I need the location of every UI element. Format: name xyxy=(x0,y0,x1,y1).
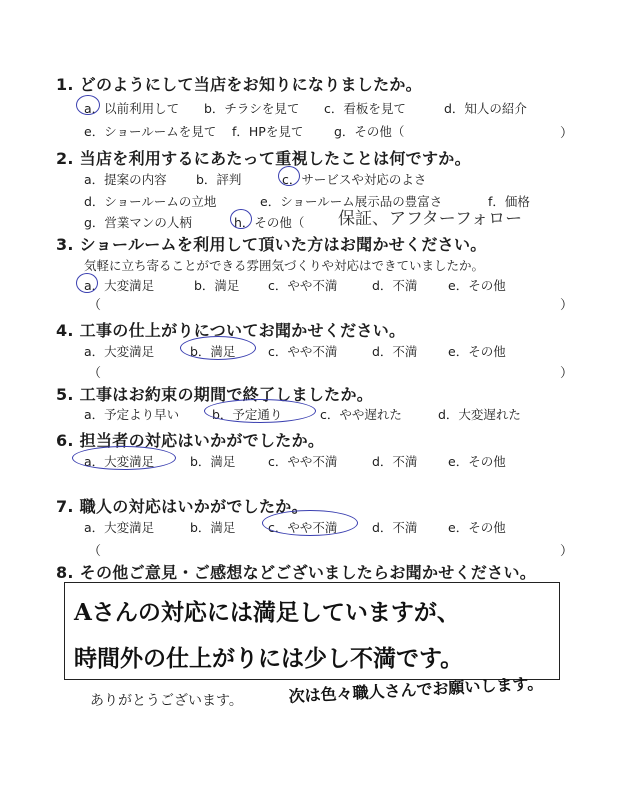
q2-other-handwriting: 保証、アフターフォロー xyxy=(338,209,523,229)
q2-option-b[interactable]: b．評判 xyxy=(196,172,242,187)
q7-paren-close: ） xyxy=(560,544,574,559)
q4-paren-open: （ xyxy=(88,366,102,381)
q1-option-a[interactable]: a．以前利用して xyxy=(84,101,180,116)
q5-option-c[interactable]: c．やや遅れた xyxy=(320,407,402,422)
question-4: 4. 工事の仕上がりについてお聞かせください。 xyxy=(56,321,406,340)
question-6: 6. 担当者の対応はいかがでしたか。 xyxy=(56,431,325,450)
q3-option-d[interactable]: d．不満 xyxy=(372,278,418,293)
q4-option-a[interactable]: a．大変満足 xyxy=(84,344,155,359)
q6-option-c[interactable]: c．やや不満 xyxy=(268,454,338,469)
q1-paren-close: ） xyxy=(560,126,574,141)
q4-option-d[interactable]: d．不満 xyxy=(372,344,418,359)
question-3: 3. ショールームを利用して頂いた方はお聞かせください。 xyxy=(56,235,487,254)
q2-option-d[interactable]: d．ショールームの立地 xyxy=(84,194,217,209)
thanks-text: ありがとうございます。 xyxy=(90,693,243,709)
q2-option-e[interactable]: e．ショールーム展示品の豊富さ xyxy=(260,194,443,209)
q3-option-b[interactable]: b．満足 xyxy=(194,278,240,293)
q4-option-e[interactable]: e．その他 xyxy=(448,344,506,359)
question-7: 7. 職人の対応はいかがでしたか。 xyxy=(56,497,308,516)
q3-option-e[interactable]: e．その他 xyxy=(448,278,506,293)
q3-answer-circle xyxy=(76,273,98,293)
question-5: 5. 工事はお約束の期間で終了しましたか。 xyxy=(56,385,374,404)
q3-subtext: 気軽に立ち寄ることができる雰囲気づくりや対応はできていましたか。 xyxy=(84,258,485,273)
q5-option-a[interactable]: a．予定より早い xyxy=(84,407,180,422)
q2-option-a[interactable]: a．提案の内容 xyxy=(84,172,167,187)
question-2: 2. 当店を利用するにあたって重視したことは何ですか。 xyxy=(56,149,471,168)
thanks-handwriting: 次は色々職人さんでお願いします。 xyxy=(288,673,544,706)
q7-option-d[interactable]: d．不満 xyxy=(372,520,418,535)
q3-option-c[interactable]: c．やや不満 xyxy=(268,278,338,293)
q1-option-b[interactable]: b．チラシを見て xyxy=(204,101,300,116)
q1-option-e[interactable]: e．ショールームを見て xyxy=(84,124,217,139)
q6-answer-circle xyxy=(72,446,176,470)
q7-option-b[interactable]: b．満足 xyxy=(190,520,236,535)
q8-answer-line1: Aさんの対応には満足していますが、 xyxy=(74,599,460,626)
q4-option-b[interactable]: b．満足 xyxy=(190,344,236,359)
q2-option-c[interactable]: c．サービスや対応のよさ xyxy=(282,172,427,187)
q6-option-a[interactable]: a．大変満足 xyxy=(84,454,155,469)
q2-answer-circle-c xyxy=(278,166,300,186)
q7-option-c[interactable]: c．やや不満 xyxy=(268,520,338,535)
q2-option-f[interactable]: f．価格 xyxy=(488,194,530,209)
q7-answer-circle xyxy=(262,510,358,536)
q3-paren-close: ） xyxy=(560,298,574,313)
q2-answer-circle-h xyxy=(230,209,252,229)
q4-option-c[interactable]: c．やや不満 xyxy=(268,344,338,359)
q8-answer-line2: 時間外の仕上がりには少し不満です。 xyxy=(74,645,464,672)
q5-option-b[interactable]: b．予定通り xyxy=(212,407,283,422)
q2-option-h[interactable]: h．その他（ xyxy=(234,215,305,230)
q4-paren-close: ） xyxy=(560,366,574,381)
q1-option-f[interactable]: f．HPを見て xyxy=(232,124,304,139)
question-8: 8. その他ご意見・ご感想などございましたらお聞かせください。 xyxy=(56,563,537,582)
q2-option-g[interactable]: g．営業マンの人柄 xyxy=(84,215,192,230)
q6-option-b[interactable]: b．満足 xyxy=(190,454,236,469)
q6-option-d[interactable]: d．不満 xyxy=(372,454,418,469)
question-1: 1. どのようにして当店をお知りになりましたか。 xyxy=(56,75,422,94)
q1-option-c[interactable]: c．看板を見て xyxy=(324,101,406,116)
q7-option-e[interactable]: e．その他 xyxy=(448,520,506,535)
q1-option-g[interactable]: g．その他（ xyxy=(334,124,405,139)
q6-option-e[interactable]: e．その他 xyxy=(448,454,506,469)
q3-paren-open: （ xyxy=(88,298,102,313)
q7-paren-open: （ xyxy=(88,544,102,559)
q5-option-d[interactable]: d．大変遅れた xyxy=(438,407,521,422)
q3-option-a[interactable]: a．大変満足 xyxy=(84,278,155,293)
q1-option-d[interactable]: d．知人の紹介 xyxy=(444,101,527,116)
q7-option-a[interactable]: a．大変満足 xyxy=(84,520,155,535)
q1-answer-circle xyxy=(76,95,100,115)
q5-answer-circle xyxy=(204,399,316,423)
q4-answer-circle xyxy=(180,336,256,360)
